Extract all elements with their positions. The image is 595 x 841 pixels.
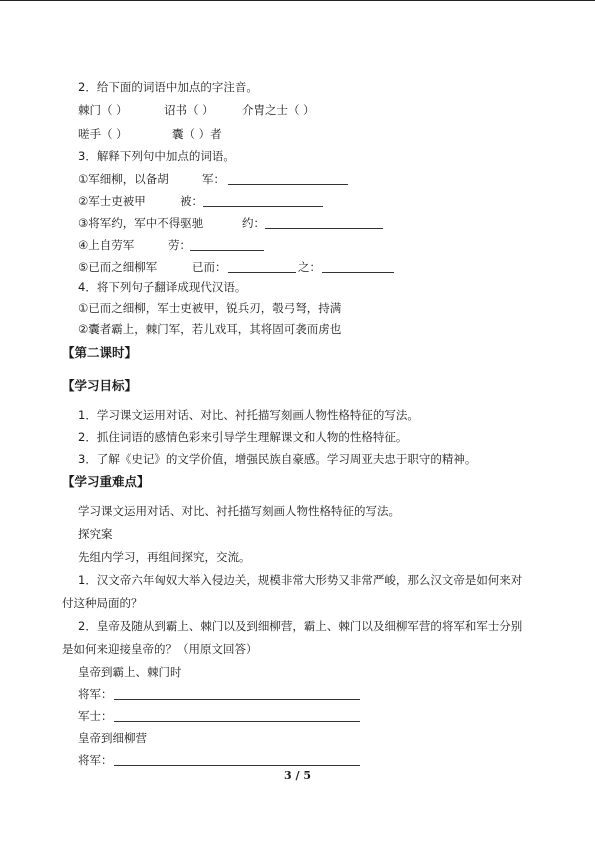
goals-heading: 【学习目标】 [62,378,138,393]
q3-key-3: 约： [242,216,265,230]
explore-intro: 先组内学习，再组间探究，交流。 [78,550,251,564]
q3-sentence-5: ⑤已而之细柳军 [78,260,158,274]
answer-line[interactable] [190,238,264,251]
q3-title: 3．解释下列句中加点的词语。 [78,149,235,163]
explore-question-2: 2．皇帝及随从到霸上、棘门以及到细柳营，霸上、棘门以及细柳军营的将军和军士分别 [78,619,523,633]
explore-question-1-cont: 付这种局面的？ [62,596,143,610]
q3-key-5b: 之： [298,260,321,274]
q3-sentence-3: ③将军约，军中不得驱驰 [78,216,204,230]
explore-label: 探究案 [78,527,113,541]
answer-line[interactable] [228,260,296,273]
q4-sentence-1: ①已而之细柳，军士吏被甲，锐兵刃，彀弓弩，持满 [78,301,342,315]
scene-xiliu: 皇帝到细柳营 [78,731,147,745]
q3-sentence-4: ④上自劳军 [78,238,135,252]
q2-item-zhaoshu: 诏书（ ） [164,103,214,117]
q3-key-2: 被： [180,194,203,208]
q2-item-jieshou: 嗟手（ ） [78,127,128,141]
goal-item: 1．学习课文运用对话、对比、衬托描写刻画人物性格特征的写法。 [78,408,419,422]
general-label: 将军： [78,687,113,701]
answer-line[interactable] [114,709,360,722]
q3-key-5a: 已而： [192,260,227,274]
q4-title: 4．将下列句子翻译成现代汉语。 [78,280,247,294]
header-rule [0,0,595,1]
answer-line[interactable] [114,687,360,700]
answer-line[interactable] [203,194,323,207]
q2-item-jimen: 棘门（ ） [78,103,128,117]
q2-title: 2．给下面的词语中加点的字注音。 [78,80,258,94]
q3-sentence-1: ①军细柳，以备胡 [78,172,169,186]
q3-key-1: 军： [202,172,225,186]
goal-item: 2．抓住词语的感情色彩来引导学生理解课文和人物的性格特征。 [78,430,408,444]
section-heading: 【第二课时】 [62,345,138,360]
scene-bashang: 皇帝到霸上、棘门时 [78,665,182,679]
answer-line[interactable] [322,260,394,273]
keypoints-heading: 【学习重难点】 [62,474,150,489]
q4-sentence-2: ②囊者霸上，棘门军，若儿戏耳，其将固可袭而虏也 [78,322,342,336]
explore-question-1: 1．汉文帝六年匈奴大举入侵边关，规模非常大形势又非常严峻，那么汉文帝是如何来对 [78,573,523,587]
q2-item-nangzhe: 囊（ ）者 [172,127,222,141]
goal-item: 3．了解《史记》的文学价值，增强民族自豪感。学习周亚夫忠于职守的精神。 [78,452,477,466]
explore-question-2-cont: 是如何来迎接皇帝的？（用原文回答） [62,642,258,656]
answer-line[interactable] [114,753,360,766]
keypoint-text: 学习课文运用对话、对比、衬托描写刻画人物性格特征的写法。 [78,504,400,518]
q3-sentence-2: ②军士吏被甲 [78,194,146,208]
soldier-label: 军士： [78,709,113,723]
page-number: 3 / 5 [284,769,311,782]
q2-item-jiezhou: 介胄之士（ ） [242,103,315,117]
answer-line[interactable] [228,172,348,185]
general-label-2: 将军： [78,753,113,767]
q3-key-4: 劳： [168,238,191,252]
answer-line[interactable] [265,216,383,229]
